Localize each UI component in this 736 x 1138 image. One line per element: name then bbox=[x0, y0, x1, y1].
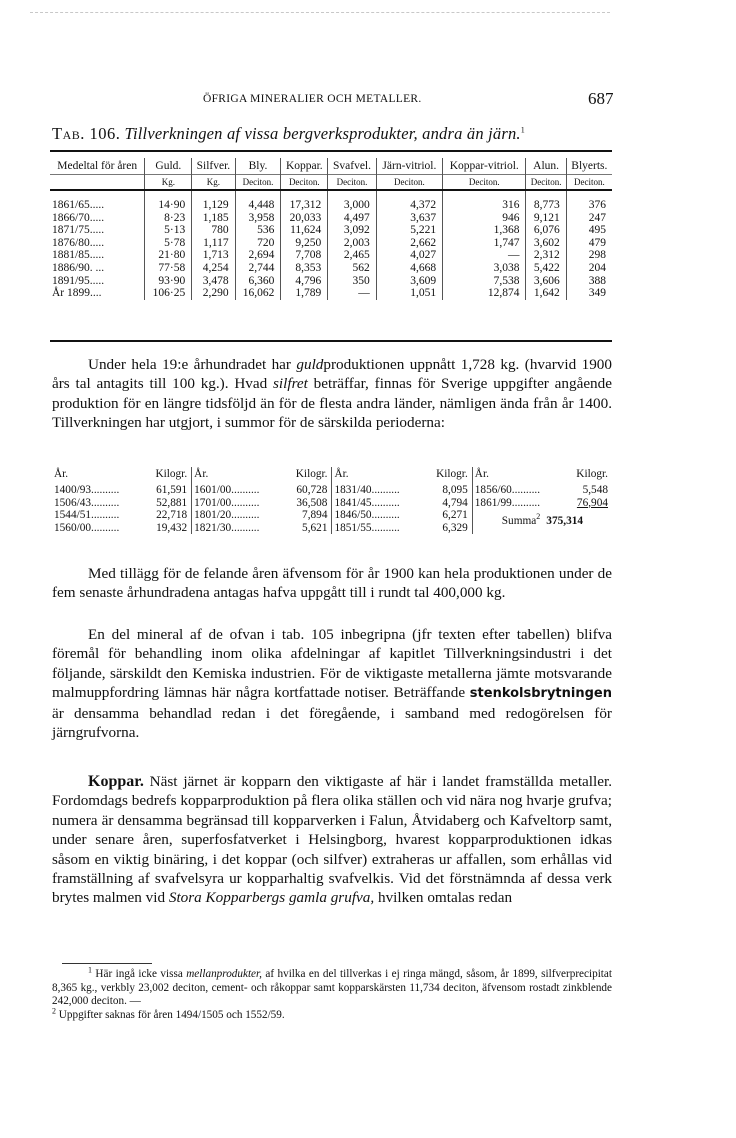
table-cell: 479 bbox=[566, 237, 612, 250]
silver-summa bbox=[472, 509, 612, 534]
table-row bbox=[50, 212, 612, 225]
para3-bold-term: stenkolsbrytningen bbox=[469, 686, 612, 702]
period-years: 1701/00.......... bbox=[192, 497, 283, 510]
footnote-1-mark: 1 bbox=[88, 965, 92, 975]
table-cell: 8·23 bbox=[145, 212, 192, 225]
table-cell: 1,747 bbox=[443, 237, 526, 250]
col-header-kg: Kilogr. bbox=[295, 468, 328, 480]
table-cell: 3,038 bbox=[443, 262, 526, 275]
table-cell: 4,668 bbox=[376, 262, 442, 275]
table-cell: — bbox=[443, 249, 526, 262]
table-cell: 12,874 bbox=[443, 287, 526, 300]
column-header: Medeltal för åren bbox=[57, 160, 138, 172]
table-cell: 780 bbox=[192, 224, 235, 237]
table-cell: 2,744 bbox=[235, 262, 281, 275]
period-kilogram: 61,591 bbox=[156, 484, 188, 496]
table-cell: 4,027 bbox=[376, 249, 442, 262]
column-unit: Deciton. bbox=[526, 175, 566, 191]
period-years: 1851/55.......... bbox=[332, 522, 423, 535]
period-years: 1846/50.......... bbox=[332, 509, 423, 522]
footnote-1-italic: mellanprodukter, bbox=[186, 968, 262, 980]
column-unit: Deciton. bbox=[566, 175, 612, 191]
table-cell: 2,694 bbox=[235, 249, 281, 262]
period-years: 1801/20.......... bbox=[192, 509, 283, 522]
table-cell: 1,051 bbox=[376, 287, 442, 300]
para1-gold-word: guld bbox=[296, 356, 324, 373]
period-kilogram: 36,508 bbox=[296, 496, 328, 509]
period-kilogram: 22,718 bbox=[156, 509, 188, 522]
table-cell: 9,250 bbox=[281, 237, 328, 250]
table-cell: 204 bbox=[566, 262, 612, 275]
col-header-year: År. bbox=[332, 467, 423, 484]
period-years: 1400/93.......... bbox=[54, 484, 120, 496]
table-title bbox=[52, 124, 525, 144]
table-cell: 4,448 bbox=[235, 199, 281, 212]
para3-text-a: En del mineral af de ofvan i tab. 105 inbegripna (jfr texten efter tabellen) blifva föremål för behandling inom olika afdelningar af kapitlet Tillverkningsindustri i det följande, särskildt den Kemiska industrien. För de viktigaste metallerna jämte motsvarande malmuppfordring lämnas här några kortfattade notiser. Beträffande bbox=[52, 626, 612, 702]
table-cell: 1881/85..... bbox=[52, 249, 105, 262]
column-header: Järn-vitriol. bbox=[376, 158, 442, 175]
table-cell: 349 bbox=[566, 287, 612, 300]
table-cell: 4,796 bbox=[281, 275, 328, 288]
scan-edge-line bbox=[30, 12, 610, 13]
summa-value: 375,314 bbox=[546, 515, 584, 528]
column-header: Koppar. bbox=[281, 158, 328, 175]
table-cell: 5·78 bbox=[145, 237, 192, 250]
col-header-year: År. bbox=[54, 468, 69, 480]
table-cell: 21·80 bbox=[145, 249, 192, 262]
table-spacer bbox=[50, 190, 612, 199]
table-cell: 350 bbox=[328, 275, 376, 288]
paragraph-koppar bbox=[52, 772, 612, 908]
period-years: 1861/99.......... bbox=[472, 497, 563, 510]
period-kilogram: 52,881 bbox=[156, 496, 188, 509]
list-item bbox=[52, 484, 612, 497]
column-header: Bly. bbox=[235, 158, 281, 175]
para4-text-c: hvilken omtalas redan bbox=[374, 889, 513, 907]
table-cell: — bbox=[328, 287, 376, 300]
table-cell: 1,713 bbox=[192, 249, 235, 262]
para2-text: Med tillägg för de felande åren äfvensom för år 1900 kan hela produktionen under de fem senaste århundradena antagas hafva uppgått till i rundt tal 400,000 kg. bbox=[52, 565, 612, 602]
table-cell: 3,092 bbox=[328, 224, 376, 237]
footnote-2 bbox=[52, 1006, 612, 1023]
col-header-kg: Kilogr. bbox=[436, 468, 468, 480]
table-cell: 2,465 bbox=[328, 249, 376, 262]
table-cell: 1,117 bbox=[192, 237, 235, 250]
table-cell: 4,497 bbox=[328, 212, 376, 225]
column-unit: Deciton. bbox=[443, 175, 526, 191]
footnote-2-text: Uppgifter saknas för åren 1494/1505 och 1552/59. bbox=[56, 1008, 285, 1021]
table-row bbox=[50, 287, 612, 300]
para3-text-c: är densamma behandlad redan i det föregående, i samband med redogörelsen för järngrufvorna. bbox=[52, 704, 612, 742]
para1-silver-word: silfret bbox=[273, 375, 308, 393]
period-years: 1841/45.......... bbox=[332, 497, 423, 510]
column-unit: Kg. bbox=[145, 175, 192, 191]
table-cell: 2,312 bbox=[526, 249, 566, 262]
column-header: Koppar-vitriol. bbox=[443, 158, 526, 175]
table-cell: 6,360 bbox=[235, 275, 281, 288]
table-cell: 3,478 bbox=[192, 275, 235, 288]
table-cell: 720 bbox=[235, 237, 281, 250]
page-number: 687 bbox=[588, 89, 614, 108]
paragraph-gold-silver bbox=[52, 355, 612, 433]
table-cell: 247 bbox=[566, 212, 612, 225]
column-unit: Deciton. bbox=[235, 175, 281, 191]
column-unit: Deciton. bbox=[281, 175, 328, 191]
para1-text-e: beträffar, finnas för Sverige uppgifter angående produktion för en längre tidsföljd än för de flesta andra länder, nämligen ända från år 1400. Tillverkningen har utgjort, i summor för de särskilda perioderna: bbox=[52, 375, 612, 432]
col-header-kg: Kilogr. bbox=[576, 468, 608, 480]
table-cell: 388 bbox=[566, 275, 612, 288]
table-cell: 9,121 bbox=[526, 212, 566, 225]
table-cell: 1871/75..... bbox=[52, 224, 105, 237]
period-kilogram: 5,621 bbox=[302, 521, 328, 534]
col-header-year: År. bbox=[472, 467, 563, 484]
footnotes bbox=[52, 965, 612, 1022]
list-item bbox=[52, 509, 612, 522]
footnote-mark: 1 bbox=[520, 125, 525, 135]
table-cell: 3,609 bbox=[376, 275, 442, 288]
period-kilogram: 60,728 bbox=[296, 484, 328, 496]
table-cell: 1866/70..... bbox=[52, 211, 105, 224]
table-row bbox=[50, 224, 612, 237]
period-years: 1601/00.......... bbox=[192, 484, 283, 497]
table-cell: 2,003 bbox=[328, 237, 376, 250]
table-cell: 4,372 bbox=[376, 199, 442, 212]
table-cell: År 1899.... bbox=[52, 287, 102, 300]
table-cell: 11,624 bbox=[281, 224, 328, 237]
table-cell: 3,958 bbox=[235, 212, 281, 225]
table-cell: 1861/65..... bbox=[52, 199, 105, 211]
para4-mine-name: Stora Kopparbergs gamla grufva, bbox=[168, 889, 375, 907]
summa-footnote-mark: 2 bbox=[536, 512, 541, 522]
section-heading-koppar: Koppar. bbox=[88, 773, 144, 790]
period-years: 1560/00.......... bbox=[54, 521, 120, 534]
table-cell: 536 bbox=[235, 224, 281, 237]
period-years: 1856/60.......... bbox=[472, 484, 563, 497]
table-cell: 1,185 bbox=[192, 212, 235, 225]
column-unit: Kg. bbox=[192, 175, 235, 191]
table-cell: 2,290 bbox=[192, 287, 235, 300]
footnote-1 bbox=[52, 965, 612, 1009]
period-kilogram: 19,432 bbox=[156, 521, 188, 534]
table-cell: 17,312 bbox=[281, 199, 328, 212]
table-cell: 1,129 bbox=[192, 199, 235, 212]
table-row bbox=[50, 275, 612, 288]
table-cell: 3,606 bbox=[526, 275, 566, 288]
column-header: Blyerts. bbox=[566, 158, 612, 175]
table-cell: 1,368 bbox=[443, 224, 526, 237]
table-cell: 1,642 bbox=[526, 287, 566, 300]
table-cell: 14·90 bbox=[145, 199, 192, 212]
table-cell: 4,254 bbox=[192, 262, 235, 275]
table-cell: 316 bbox=[443, 199, 526, 212]
para4-text-a: Näst järnet är kopparn den viktigaste af här i landet framställda metaller. Fordomdags bedrefs kopparproduktion på flera olika ställen och vid nära nog hvarje grufva; numera är densamma begränsad till kopparverken i Falun, Åtvidaberg och Kafveltorp samt, under senare åren, superfosfatverket i Helsingborg, hvarest kopparproduktionen idkas såsom en viktig binäring, i det koppar (och silfver) extraheras ur affallen, som erhållas vid framställning af svafvelsyra ur kopparhaltig svafvelkis. Vid det förstnämnda af dessa verk brytes malmen vid bbox=[52, 773, 612, 907]
list-item bbox=[52, 497, 612, 510]
footnote-2-mark: 2 bbox=[52, 1006, 56, 1016]
period-kilogram: 76,904 bbox=[576, 496, 608, 509]
table-cell: 562 bbox=[328, 262, 376, 275]
footnote-rule bbox=[62, 963, 152, 964]
para1-text-c: produktionen uppnått 1,728 kg. (hvarvid 1900 års tal antagits till 100 kg.). Hvad bbox=[52, 356, 612, 393]
period-kilogram: 6,271 bbox=[442, 509, 468, 522]
col-header-year: År. bbox=[192, 467, 283, 484]
column-unit: Deciton. bbox=[376, 175, 442, 191]
period-kilogram: 5,548 bbox=[582, 484, 608, 496]
table-cell: 1891/95..... bbox=[52, 274, 105, 287]
table-cell: 1876/80..... bbox=[52, 236, 105, 249]
column-unit bbox=[50, 175, 145, 191]
table-cell: 8,773 bbox=[526, 199, 566, 212]
table-cell: 5,422 bbox=[526, 262, 566, 275]
column-header: Silfver. bbox=[192, 158, 235, 175]
table-cell: 5,221 bbox=[376, 224, 442, 237]
table-bottom-rule bbox=[50, 340, 612, 342]
period-years: 1544/51.......... bbox=[54, 509, 120, 522]
table-caption: Tillverkningen af vissa bergverksprodukter, andra än järn. bbox=[124, 124, 521, 143]
period-years: 1821/30.......... bbox=[192, 522, 283, 535]
table-cell: 2,662 bbox=[376, 237, 442, 250]
column-unit: Deciton. bbox=[328, 175, 376, 191]
paragraph-total bbox=[52, 564, 612, 603]
table-cell: 7,708 bbox=[281, 249, 328, 262]
table-row bbox=[50, 237, 612, 250]
footnote-1-text-a: Här ingå icke vissa bbox=[92, 968, 187, 980]
running-header: ÖFRIGA MINERALIER OCH METALLER. bbox=[203, 93, 422, 105]
para1-text-a: Under hela 19:e århundradet har bbox=[88, 356, 297, 373]
table-label: Tab. 106. bbox=[52, 124, 121, 143]
table-cell: 20,033 bbox=[281, 212, 328, 225]
table-cell: 3,000 bbox=[328, 199, 376, 212]
table-cell: 7,538 bbox=[443, 275, 526, 288]
table-cell: 5·13 bbox=[145, 224, 192, 237]
table-top-rule bbox=[50, 150, 612, 152]
table-cell: 1,789 bbox=[281, 287, 328, 300]
table-cell: 298 bbox=[566, 249, 612, 262]
table-cell: 77·58 bbox=[145, 262, 192, 275]
column-header: Guld. bbox=[145, 158, 192, 175]
table-cell: 1886/90. ... bbox=[52, 261, 105, 274]
table-row bbox=[50, 249, 612, 262]
summa-label: Summa bbox=[501, 515, 537, 528]
period-kilogram: 8,095 bbox=[442, 484, 468, 496]
period-kilogram: 6,329 bbox=[442, 521, 468, 534]
table-cell: 495 bbox=[566, 224, 612, 237]
table-row bbox=[50, 262, 612, 275]
table-cell: 6,076 bbox=[526, 224, 566, 237]
column-header: Svafvel. bbox=[328, 158, 376, 175]
period-years: 1506/43.......... bbox=[54, 496, 120, 509]
footnote-1-text-c: af hvilka en del tillverkas i ej ringa mängd, såsom, år 1899, silfverprecipitat 8,365 kg., verkbly 23,002 deciton, cement- och råkoppar samt kopparskärsten 11,734 deciton, äfvensom rostadt zinkblende 242,000 deciton. — bbox=[52, 968, 612, 1008]
column-header: Alun. bbox=[526, 158, 566, 175]
production-table bbox=[50, 158, 612, 300]
table-cell: 93·90 bbox=[145, 275, 192, 288]
table-cell: 376 bbox=[566, 199, 612, 212]
paragraph-minerals bbox=[52, 625, 612, 742]
table-cell: 16,062 bbox=[235, 287, 281, 300]
table-cell: 106·25 bbox=[145, 287, 192, 300]
table-cell: 8,353 bbox=[281, 262, 328, 275]
period-years: 1831/40.......... bbox=[332, 484, 423, 497]
period-kilogram: 4,794 bbox=[442, 496, 468, 509]
table-cell: 946 bbox=[443, 212, 526, 225]
silver-periods-table bbox=[52, 467, 612, 534]
table-row bbox=[50, 199, 612, 212]
table-cell: 3,602 bbox=[526, 237, 566, 250]
period-kilogram: 7,894 bbox=[302, 509, 328, 522]
col-header-kg: Kilogr. bbox=[155, 468, 188, 480]
table-cell: 3,637 bbox=[376, 212, 442, 225]
